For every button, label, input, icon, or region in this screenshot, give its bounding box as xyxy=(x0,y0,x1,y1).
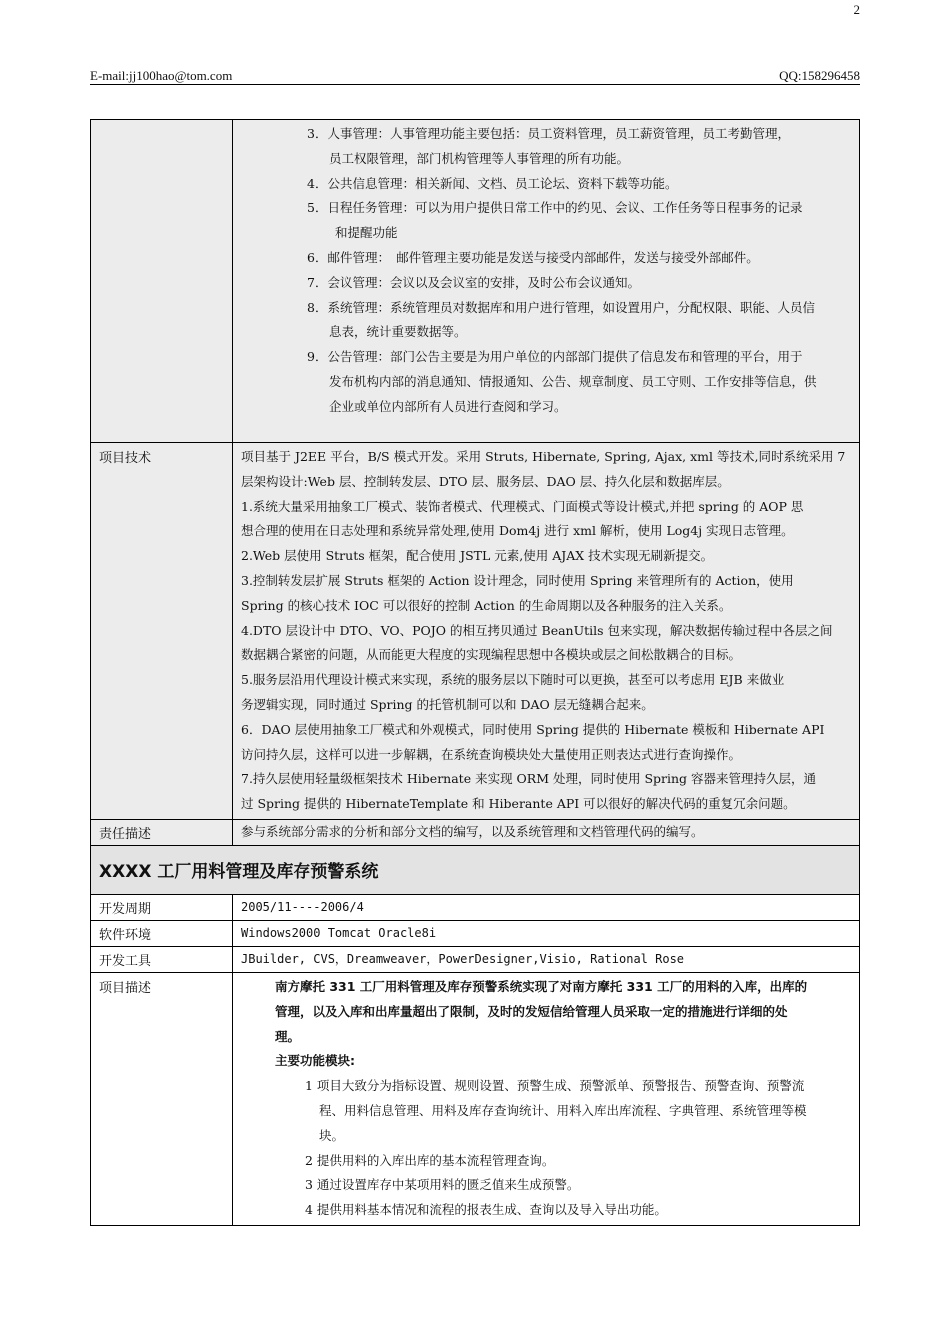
env-label: 软件环境 xyxy=(91,920,233,946)
description-line: 管理，以及入库和出库量超出了限制，及时的发短信给管理人员采取一定的措施进行详细的处 xyxy=(275,1003,788,1019)
header-qq: QQ:158296458 xyxy=(779,68,860,83)
tools-value: JBuilder, CVS，Dreamweaver，PowerDesigner,Visio, Rational Rose xyxy=(233,946,860,972)
header-email: E-mail:jj100hao@tom.com xyxy=(90,68,233,83)
modules-continued-cell xyxy=(233,120,860,443)
tech-line: 想合理的使用在日志处理和系统异常处理,使用 Dom4j 进行 xml 解析，使用 Log4j 实现日志管理。 xyxy=(241,523,794,539)
description-row xyxy=(91,972,860,1225)
module-line: 6．邮件管理： 邮件管理主要功能是发送与接受内部邮件，发送与接受外部邮件。 xyxy=(307,249,759,265)
env-value: Windows2000 Tomcat Oracle8i xyxy=(233,920,860,946)
function-line: 2 提供用料的入库出库的基本流程管理查询。 xyxy=(305,1152,555,1168)
tech-cell xyxy=(233,443,860,820)
function-line: 1 项目大致分为指标设置、规则设置、预警生成、预警派单、预警报告、预警查询、预警流 xyxy=(305,1078,805,1094)
module-line: 8．系统管理：系统管理员对数据库和用户进行管理，如设置用户，分配权限、职能、人员信 xyxy=(307,299,815,315)
description-label: 项目描述 xyxy=(91,972,233,1225)
tech-line: 6．DAO 层使用抽象工厂模式和外观模式，同时使用 Spring 提供的 Hibernate 模板和 Hibernate API xyxy=(241,721,825,737)
tech-line: 4.DTO 层设计中 DTO、VO、POJO 的相互拷贝通过 BeanUtils 包来实现，解决数据传输过程中各层之间 xyxy=(241,622,833,638)
page-number: 2 xyxy=(853,2,860,17)
module-line: 息表，统计重要数据等。 xyxy=(329,324,467,340)
period-label: 开发周期 xyxy=(91,894,233,920)
responsibility-text: 参与系统部分需求的分析和部分文档的编写，以及系统管理和文档管理代码的编写。 xyxy=(241,823,704,839)
tech-line: 访问持久层，这样可以进一步解耦，在系统查询模块处大量使用正则表达式进行查询操作。 xyxy=(241,746,742,762)
page-header xyxy=(90,68,860,85)
tech-line: 层架构设计:Web 层、控制转发层、DTO 层、服务层、DAO 层、持久化层和数据库层。 xyxy=(241,473,730,489)
function-line: 块。 xyxy=(319,1127,345,1143)
responsibility-row xyxy=(91,819,860,845)
module-line: 和提醒功能 xyxy=(335,225,398,241)
env-row xyxy=(91,920,860,946)
description-line: 南方摩托 331 工厂用料管理及库存预警系统实现了对南方摩托 331 工厂的用料的入库，出库的 xyxy=(275,978,808,994)
module-line: 9．公告管理：部门公告主要是为用户单位的内部部门提供了信息发布和管理的平台，用于 xyxy=(307,349,803,365)
module-line: 企业或单位内部所有人员进行查阅和学习。 xyxy=(329,398,567,414)
function-line: 3 通过设置库存中某项用料的匮乏值来生成预警。 xyxy=(305,1177,580,1193)
period-row xyxy=(91,894,860,920)
tech-line: 务逻辑实现，同时通过 Spring 的托管机制可以和 DAO 层无缝耦合起来。 xyxy=(241,696,654,712)
modules-title: 主要功能模块: xyxy=(275,1053,355,1069)
tech-row xyxy=(91,443,860,820)
module-line: 7．会议管理：会议以及会议室的安排，及时公布会议通知。 xyxy=(307,274,640,290)
tech-line: 2.Web 层使用 Struts 框架，配合使用 JSTL 元素,使用 AJAX 技术实现无刷新提交。 xyxy=(241,548,714,564)
tools-row xyxy=(91,946,860,972)
function-line: 程、用料信息管理、用料及库存查询统计、用料入库出库流程、字典管理、系统管理等模 xyxy=(319,1102,807,1118)
project-title: XXXX 工厂用料管理及库存预警系统 xyxy=(91,845,860,894)
tech-line: 数据耦合紧密的问题，从而能更大程度的实现编程思想中各模块或层之间松散耦合的目标。 xyxy=(241,647,742,663)
tech-label: 项目技术 xyxy=(91,443,233,820)
empty-label-cell xyxy=(91,120,233,443)
module-line: 4．公共信息管理：相关新闻、文档、员工论坛、资料下载等功能。 xyxy=(307,175,678,191)
tech-line: 3.控制转发层扩展 Struts 框架的 Action 设计理念，同时使用 Spring 来管理所有的 Action，使用 xyxy=(241,572,794,588)
tools-label: 开发工具 xyxy=(91,946,233,972)
module-line: 3．人事管理：人事管理功能主要包括：员工资料管理，员工薪资管理，员工考勤管理， xyxy=(307,126,790,141)
responsibility-cell xyxy=(233,819,860,845)
project-title-row xyxy=(91,845,860,894)
module-line: 员工权限管理，部门机构管理等人事管理的所有功能。 xyxy=(329,150,630,166)
responsibility-label: 责任描述 xyxy=(91,819,233,845)
module-line: 发布机构内部的消息通知、情报通知、公告、规章制度、员工守则、工作安排等信息，供 xyxy=(329,373,817,389)
module-line: 5．日程任务管理：可以为用户提供日常工作中的约见、会议、工作任务等日程事务的记录 xyxy=(307,200,803,216)
period-value: 2005/11----2006/4 xyxy=(233,894,860,920)
function-line: 4 提供用料基本情况和流程的报表生成、查询以及导入导出功能。 xyxy=(305,1202,667,1218)
tech-line: 7.持久层使用轻量级框架技术 Hibernate 来实现 ORM 处理，同时使用 Spring 容器来管理持久层，通 xyxy=(241,771,817,787)
description-cell xyxy=(233,972,860,1225)
tech-line: Spring 的核心技术 IOC 可以很好的控制 Action 的生命周期以及各种服务的注入关系。 xyxy=(241,597,732,613)
description-line: 理。 xyxy=(275,1028,301,1044)
tech-line: 1.系统大量采用抽象工厂模式、装饰者模式、代理模式、门面模式等设计模式,并把 spring 的 AOP 思 xyxy=(241,498,804,514)
resume-table xyxy=(90,119,860,1226)
modules-continued-row xyxy=(91,120,860,443)
tech-line: 过 Spring 提供的 HibernateTemplate 和 Hiberante API 可以很好的解决代码的重复冗余问题。 xyxy=(241,796,796,812)
tech-line: 项目基于 J2EE 平台，B/S 模式开发。采用 Struts, Hibernate, Spring, Ajax, xml 等技术,同时系统采用 7 xyxy=(241,449,846,464)
tech-line: 5.服务层沿用代理设计模式来实现，系统的服务层以下随时可以更换，甚至可以考虑用 EJB 来做业 xyxy=(241,672,785,688)
